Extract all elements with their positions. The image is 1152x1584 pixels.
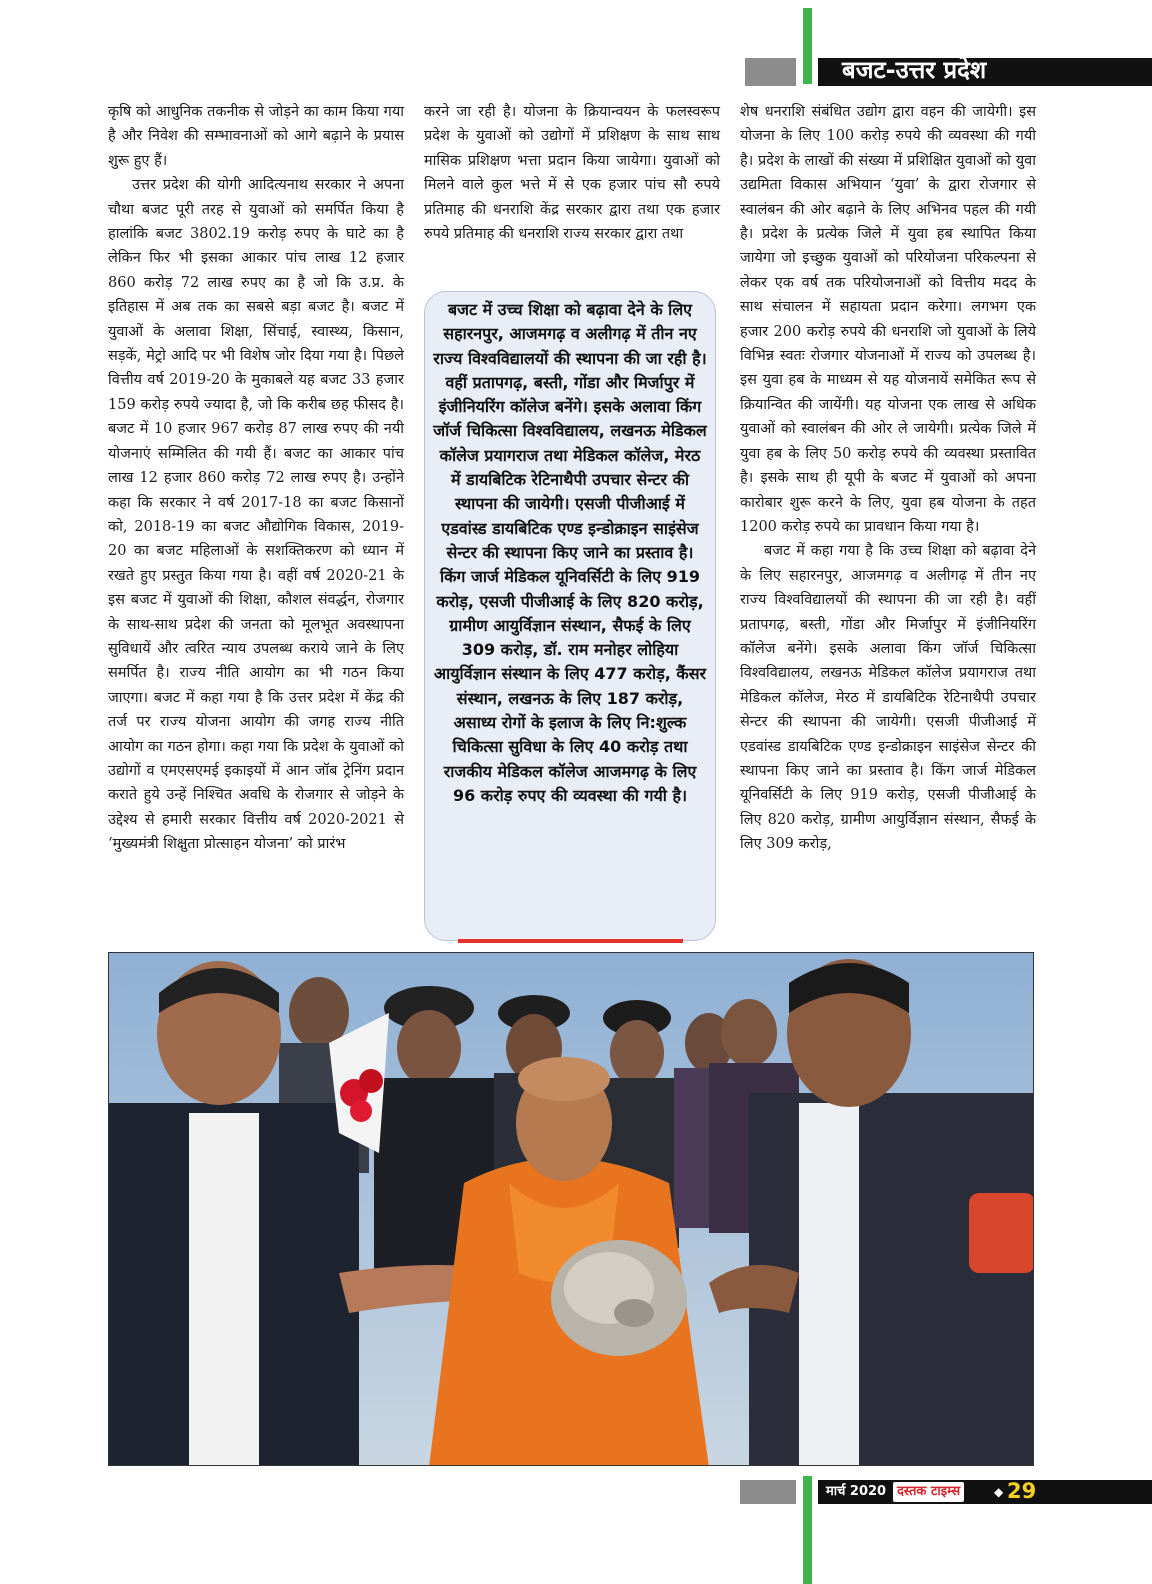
column3-paragraph: शेष धनराशि संबंधित उद्योग द्वारा वहन की जायेगी। इस योजना के लिए 100 करोड़ रुपये की व्यवस्था की गयी है। प्रदेश के लाखों की संख्या में प्रशिक्षित युवाओं को युवा उद्यमिता विकास अभियान ‘युवा’ के द्वारा रोजगार से स्वालंबन की ओर बढ़ाने के लिए अभिनव पहल की गयी है। प्रदेश के प्रत्येक जिले में युवा हब स्थापित किया जायेगा जो इच्छुक युवाओं को परियोजना परिकल्पना से लेकर एक वर्ष तक परियोजनाओं को वित्तीय मदद के साथ संचालन में सहायता प्रदान करेगा। लगभग एक हजार 200 करोड़ रुपये की धनराशि जो युवाओं के लिये विभिन्न स्वतः रोजगार योजनाओं में राज्य को उपलब्ध है। इस युवा हब के माध्यम से यह योजनायें समेकित रूप से क्रियान्वित की जायेंगी। यह योजना एक लाख से अधिक युवाओं को स्वालंबन की ओर ले जायेगी। प्रत्येक जिले में युवा हब के लिए 50 करोड़ रुपये की व्यवस्था प्रस्तावित है। इसके साथ ही यूपी के बजट में युवाओं को अपना कारोबार शुरू करने के लिए, युवा हब योजना के तहत 1200 करोड़ रुपये का प्रावधान किया गया है। xyxy=(740,104,1036,535)
column1-paragraph: कृषि को आधुनिक तकनीक से जोड़ने का काम किया गया है और निवेश की सम्भावनाओं को आगे बढ़ाने के प्रयास शुरू हुए हैं। xyxy=(108,104,404,169)
pullquote-box xyxy=(424,291,716,941)
article-column-2 xyxy=(424,100,720,246)
article-column-1 xyxy=(108,100,404,857)
column3-paragraph: बजट में कहा गया है कि उच्च शिक्षा को बढ़ावा देने के लिए सहारनपुर, आजमगढ़ व अलीगढ़ में तीन नए राज्य विश्वविद्यालयों की स्थापना की जा रही है। वहीं प्रतापगढ़, बस्ती, गोंडा और मिर्जापुर में इंजीनियरिंग कॉलेज बनेंगे। इसके अलावा किंग जॉर्ज चिकित्सा विश्वविद्यालय, लखनऊ मेडिकल कॉलेज प्रयागराज तथा मेडिकल कॉलेज, मेरठ में डायबिटिक रेटिनाथैपी उपचार सेन्टर की स्थापना की जायेगी। एसजी पीजीआई में एडवांस्ड डायबिटिक एण्ड इन्डोक्राइन साइंसेज सेन्टर की स्थापना किए जाने का प्रस्ताव है। किंग जार्ज मेडिकल यूनिवर्सिटी के लिए 919 करोड़, एसजी पीजीआई के लिए 820 करोड़, ग्रामीण आयुर्विज्ञान संस्थान, सैफई के लिए 309 करोड़, xyxy=(740,543,1036,853)
stone-object xyxy=(551,1240,687,1356)
header-green-accent xyxy=(803,8,812,84)
footer-green-accent xyxy=(803,1476,812,1584)
pullquote-text: बजट में उच्च शिक्षा को बढ़ावा देने के लिए सहारनपुर, आजमगढ़ व अलीगढ़ में तीन नए राज्य विश्वविद्यालयों की स्थापना की जा रही है। वहीं प्रतापगढ़, बस्ती, गोंडा और मिर्जापुर में इंजीनियरिंग कॉलेज बनेंगे। इसके अलावा किंग जॉर्ज चिकित्सा विश्वविद्यालय, लखनऊ मेडिकल कॉलेज प्रयागराज तथा मेडिकल कॉलेज, मेरठ में डायबिटिक रेटिनाथैपी उपचार सेन्टर की स्थापना की जायेगी। एसजी पीजीआई में एडवांस्ड डायबिटिक एण्ड इन्डोक्राइन साइंसेज सेन्टर की स्थापना किए जाने का प्रस्ताव है। किंग जार्ज मेडिकल यूनिवर्सिटी के लिए 919 करोड़, एसजी पीजीआई के लिए 820 करोड़, ग्रामीण आयुर्विज्ञान संस्थान, सैफई के लिए 309 करोड़, डॉ. राम मनोहर लोहिया आयुर्विज्ञान संस्थान के लिए 477 करोड़, कैंसर संस्थान, लखनऊ के लिए 187 करोड़, असाध्य रोगों के इलाज के लिए नि:शुल्क चिकित्सा सुविधा के लिए 40 करोड़ तथा राजकीय मेडिकल कॉलेज आजमगढ़ के लिए 96 करोड़ रुपए की व्यवस्था की गयी है। xyxy=(433,300,707,805)
magazine-logo: दस्तक टाइम्स xyxy=(893,1482,964,1502)
header-gray-block xyxy=(745,58,796,86)
pullquote-red-rule xyxy=(458,939,683,943)
section-title: बजट-उत्तर प्रदेश xyxy=(842,56,987,84)
footer-separator: ◆ xyxy=(994,1485,1004,1499)
column1-paragraph: उत्तर प्रदेश की योगी आदित्यनाथ सरकार ने अपना चौथा बजट पूरी तरह से युवाओं को समर्पित किया है हालांकि बजट 3802.19 करोड़ रुपए के घाटे का है लेकिन फिर भी इसका आकार पांच लाख 12 हजार 860 करोड़ 72 लाख रुपए का है जो कि उ.प्र. के इतिहास में अब तक का सबसे बड़ा बजट है। बजट में युवाओं के अलावा शिक्षा, सिंचाई, स्वास्थ्य, किसान, सड़कें, मेट्रो आदि पर भी विशेष जोर दिया गया है। पिछले वित्तीय वर्ष 2019-20 के मुकाबले यह बजट 33 हजार 159 करोड़ रुपये ज्यादा है, जो कि करीब छह फीसद है। बजट में 10 हजार 967 करोड़ 87 लाख रुपए की नयी योजनाएं सम्मिलित की गयी हैं। बजट का आकार पांच लाख 12 हजार 860 करोड़ 72 लाख रुपए है। उन्होंने कहा कि सरकार ने वर्ष 2017-18 का बजट किसानों को, 2018-19 का बजट औद्योगिक विकास, 2019-20 का बजट महिलाओं के सशक्तिकरण को ध्यान में रखते हुए प्रस्तुत किया गया है। वहीं वर्ष 2020-21 के इस बजट में युवाओं की शिक्षा, कौशल संवर्द्धन, रोजगार के साथ-साथ प्रदेश की जनता को मूलभूत अवस्थापना सुविधायें और त्वरित न्याय उपलब्ध कराये जाने के लिए समर्पित है। राज्य नीति आयोग का भी गठन किया जाएगा। बजट में कहा गया है कि उत्तर प्रदेश में केंद्र की तर्ज पर राज्य योजना आयोग की जगह राज्य नीति आयोग का गठन होगा। कहा गया कि प्रदेश के युवाओं को उद्योगों व एमएसएमई इकाइयों में आन जॉब ट्रेनिंग प्रदान कराते हुये उन्हें निश्चित अवधि के रोजगार से जोड़ने के उद्देश्य से हमारी सरकार वित्तीय वर्ष 2020-2021 से ‘मुख्यमंत्री शिक्षुता प्रोत्साहन योजना’ को प्रारंभ xyxy=(108,177,404,853)
footer-gray-block xyxy=(740,1480,796,1504)
page-number: 29 xyxy=(1007,1479,1037,1503)
photo-illustration xyxy=(109,953,1034,1466)
column2-paragraph: करने जा रही है। योजना के क्रियान्वयन के फलस्वरूप प्रदेश के युवाओं को उद्योगों में प्रशिक्षण के साथ साथ मासिक प्रशिक्षण भत्ता प्रदान किया जायेगा। युवाओं को मिलने वाले कुल भत्ते में से एक हजार पांच सौ रुपये प्रतिमाह की धनराशि केंद्र सरकार द्वारा तथा एक हजार रुपये प्रतिमाह की धनराशि राज्य सरकार द्वारा तथा xyxy=(424,104,720,243)
article-column-3 xyxy=(740,100,1036,857)
news-photo xyxy=(108,952,1034,1466)
issue-month: मार्च 2020 xyxy=(826,1484,887,1499)
